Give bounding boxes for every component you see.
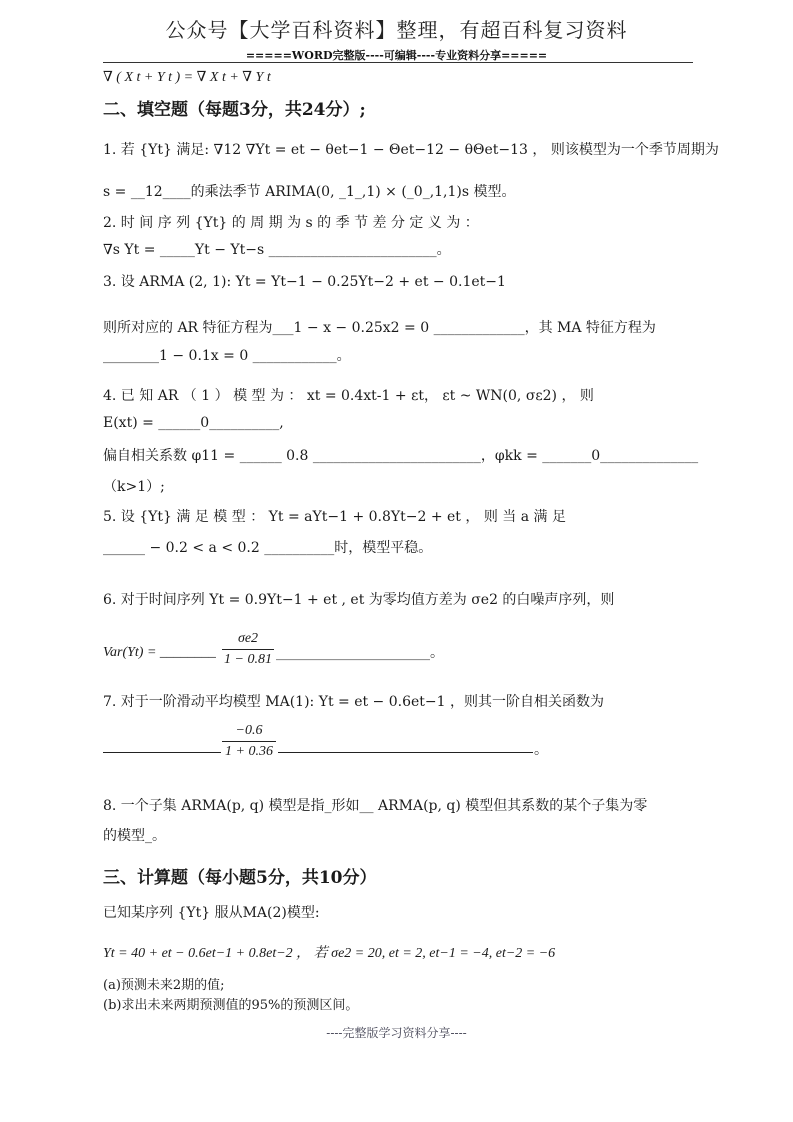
- section-calculation-title: 三、计算题（每小题5分，共10分）: [103, 868, 377, 888]
- question-7-denominator: 1 + 0.36: [225, 744, 273, 759]
- question-5-line-2: ______ − 0.2 < a < 0.2 __________时，模型平稳。: [103, 540, 433, 556]
- question-6-fraction: [222, 630, 274, 669]
- question-2-line-2: ∇s Yt = _____Yt − Yt−s ________________________。: [103, 242, 451, 258]
- question-8-line-2: 的模型_。: [103, 828, 166, 844]
- question-1-line-2: s = __12____的乘法季节 ARIMA(0, _1_,1) × (_0_,1,1)s 模型。: [103, 184, 516, 200]
- question-6-suffix: ______________________。: [276, 645, 444, 661]
- difference-identity-formula: ∇ ( X t + Y t ) = ∇ X t + ∇ Y t: [103, 70, 271, 85]
- question-4-line-2: E(xt) = ______0__________,: [103, 415, 284, 431]
- question-6-denominator: 1 − 0.81: [224, 652, 272, 667]
- page-header-subtitle: =====WORD完整版----可编辑----专业资料分享=====: [245, 49, 548, 62]
- calculation-part-b: (b)求出未来两期预测值的95%的预测区间。: [103, 998, 359, 1013]
- header-divider: [103, 62, 693, 63]
- question-3-line-2: 则所对应的 AR 特征方程为___1 − x − 0.25x2 = 0 _____________，其 MA 特征方程为: [103, 320, 656, 336]
- question-1-line-1: 1. 若 {Yt} 满足: ∇12 ∇Yt = et − θet−1 − Θet−12 − θΘet−13 ， 则该模型为一个季节周期为: [103, 142, 719, 158]
- question-3-line-3: ________1 − 0.1x = 0 ____________。: [103, 348, 351, 364]
- page-header-title: 公众号【大学百科资料】整理，有超百科复习资料: [165, 18, 628, 42]
- question-8-line-1: 8. 一个子集 ARMA(p, q) 模型是指_形如__ ARMA(p, q) 模型但其系数的某个子集为零: [103, 798, 648, 814]
- ma2-model-formula: Yt = 40 + et − 0.6et−1 + 0.8et−2 ， 若 σe2 = 20, et = 2, et−1 = −4, et−2 = −6: [103, 946, 556, 961]
- question-3-line-1: 3. 设 ARMA (2, 1): Yt = Yt−1 − 0.25Yt−2 + et − 0.1et−1: [103, 274, 506, 290]
- question-6-line-1: 6. 对于时间序列 Yt = 0.9Yt−1 + et , et 为零均值方差为 σe2 的白噪声序列，则: [103, 592, 615, 608]
- calculation-part-a: (a)预测未来2期的值;: [103, 978, 225, 993]
- fraction-bar: [222, 649, 274, 650]
- question-6-numerator: σe2: [237, 631, 259, 646]
- fraction-bar: [222, 741, 276, 742]
- calculation-intro: 已知某序列 {Yt} 服从MA(2)模型:: [103, 905, 320, 921]
- question-6-variance-prefix: Var(Yt) = ________: [103, 645, 216, 660]
- question-4-line-3: 偏自相关系数 φ11 = ______ 0.8 ________________________，φkk = _______0______________: [103, 448, 699, 464]
- question-5-line-1: 5. 设 {Yt} 满 足 模 型 ： Yt = aYt−1 + 0.8Yt−2 + et ， 则 当 a 满 足: [103, 509, 566, 525]
- question-7-numerator: −0.6: [235, 723, 263, 738]
- section-fill-in-title: 二、填空题（每题3分，共24分）;: [103, 100, 366, 120]
- question-7-fraction: [222, 722, 276, 761]
- question-7-suffix: 。: [534, 742, 548, 758]
- question-7-blank-left: [103, 752, 221, 753]
- page-footer: ----完整版学习资料分享----: [326, 1026, 467, 1040]
- question-7-line-1: 7. 对于一阶滑动平均模型 MA(1): Yt = et − 0.6et−1 ，则其一阶自相关函数为: [103, 694, 605, 710]
- question-7-blank-right: [278, 752, 533, 753]
- question-4-line-4: （k>1）;: [103, 479, 165, 495]
- question-4-line-1: 4. 已 知 AR （ 1 ） 模 型 为 ： xt = 0.4xt-1 + εt， εt ~ WN(0, σε2) ， 则: [103, 388, 594, 404]
- question-2-line-1: 2. 时 间 序 列 {Yt} 的 周 期 为 s 的 季 节 差 分 定 义 为 ：: [103, 215, 479, 231]
